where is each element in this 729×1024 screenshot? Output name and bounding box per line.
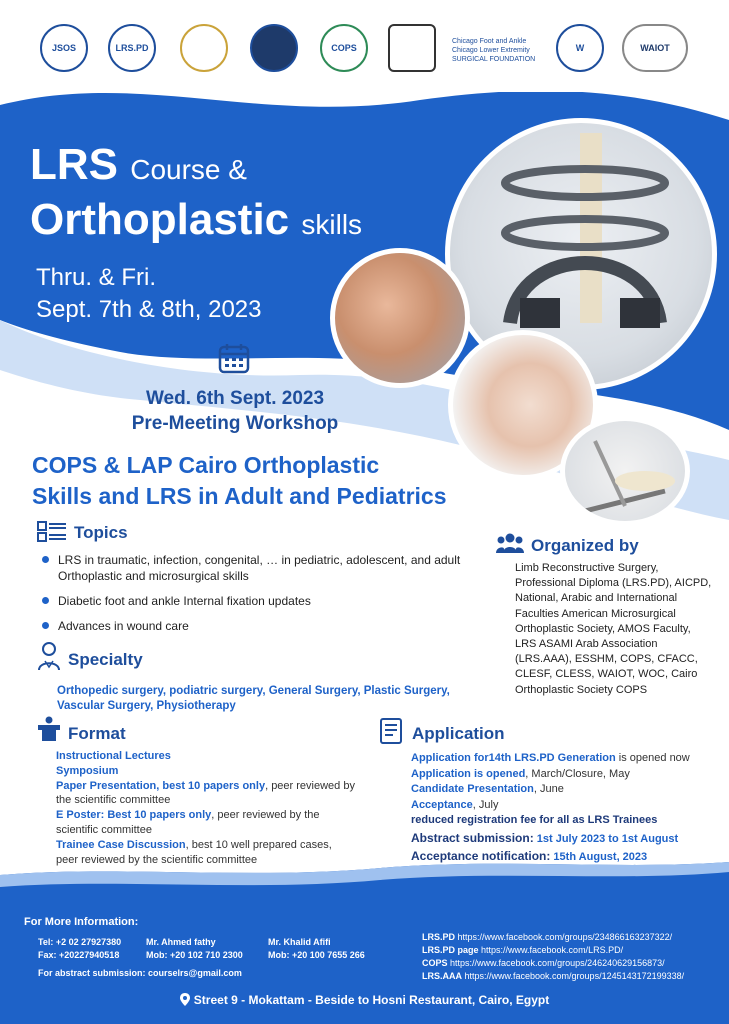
list-icon (37, 520, 67, 542)
jsos-logo: JSOS (40, 24, 88, 72)
course-dates: Thru. & Fri. Sept. 7th & 8th, 2023 (36, 264, 262, 323)
social-links (422, 931, 684, 983)
chicago-foundation-logo: Chicago Foot and Ankle Chicago Lower Extremity SURGICAL FOUNDATION (452, 26, 542, 74)
application-details: Application for14th LRS.PD Generation is opened now Application is opened, March/Closure, May Candidate Presentation, June Acceptance, July reduced registration fee for all as LRS Trainees Abstract submission: 1st July 2023 to 1st August Acceptance notification: 15th August, 2023 (411, 752, 690, 863)
pre-meeting-workshop: Wed. 6th Sept. 2023 Pre-Meeting Workshop (131, 388, 339, 434)
specialty-text: Orthopedic surgery, podiatric surgery, General Surgery, Plastic Surgery, Vascular Surgery, Physiotherapy (57, 685, 450, 712)
phone-fax: Tel: +2 02 27927380 Fax: +20227940518 (38, 937, 122, 960)
footer-heading: For More Information: (24, 916, 139, 928)
lecturer-icon (36, 716, 62, 742)
wound-photo (330, 248, 470, 388)
orthoplastic-title: Orthoplastic skills (30, 195, 363, 244)
link-lrs-pd[interactable]: LRS.PD https://www.facebook.com/groups/234866163237322/ (422, 932, 673, 942)
foot-fixator-photo (560, 416, 690, 526)
link-cops[interactable]: COPS https://www.facebook.com/groups/246240629156873/ (422, 958, 665, 968)
lrs-pd-logo: LRS.PD (108, 24, 156, 72)
cops-logo: COPS (320, 24, 368, 72)
list-item: Diabetic foot and ankle Internal fixation updates (42, 593, 462, 609)
course-title: LRS Course & (30, 140, 247, 189)
topics-list (42, 552, 462, 643)
abstract-email[interactable]: For abstract submission: courselrs@gmail.com (38, 968, 242, 978)
specialty-heading: Specialty (68, 650, 143, 669)
contact-khalid: Mr. Khalid Afifi Mob: +20 100 7655 266 (268, 937, 365, 960)
address: Street 9 - Mokattam - Beside to Hosni Restaurant, Cairo, Egypt (0, 993, 729, 1007)
organizers-text: Limb Reconstructive Surgery, Professional Diploma (LRS.PD), AICPD, National, Arabic and International Faculties American Microsurgical Orthoplastic Society, AMOS Faculty, LRS ASAMI Arab Association (LRS.AAA), ESSHM, COPS, CFACC, CLESF, CLESS, WAIOT, WOC, Cairo Orthoplastic Society COPS (515, 562, 712, 696)
format-heading: Format (68, 724, 126, 743)
woc-logo: W (556, 24, 604, 72)
pharaoh-logo (388, 24, 436, 72)
faculty-logo (180, 24, 228, 72)
location-pin-icon (180, 993, 190, 1006)
link-lrs-aaa[interactable]: LRS.AAA https://www.facebook.com/groups/1245143172199338/ (422, 971, 685, 981)
list-item: LRS in traumatic, infection, congenital, … in pediatric, adolescent, and adult Orthoplastic and microsurgical skills (42, 552, 462, 584)
society-logo (250, 24, 298, 72)
list-item: Advances in wound care (42, 618, 462, 634)
link-lrs-pd-page[interactable]: LRS.PD page https://www.facebook.com/LRS.PD/ (422, 945, 624, 955)
waiot-logo: WAIOT (622, 24, 688, 72)
contact-ahmed: Mr. Ahmed fathy Mob: +20 102 710 2300 (146, 937, 243, 960)
format-list: Instructional Lectures Symposium Paper Presentation, best 10 papers only, peer reviewed by the scientific committee E Poster: Best 10 papers only, peer reviewed by the scientific committee Trainee Case Discussion, best 10 well prepared cases, peer reviewed by the scientific committee (56, 750, 355, 866)
sponsor-logos (0, 0, 729, 92)
cops-subtitle: COPS & LAP Cairo Orthoplastic Skills and LRS in Adult and Pediatrics (32, 452, 447, 509)
topics-heading: Topics (74, 523, 128, 542)
application-heading: Application (412, 724, 505, 743)
doctor-icon (37, 641, 61, 671)
application-form-icon (380, 718, 402, 744)
calendar-icon (218, 342, 250, 374)
group-icon (496, 532, 524, 554)
organized-heading: Organized by (531, 536, 639, 555)
